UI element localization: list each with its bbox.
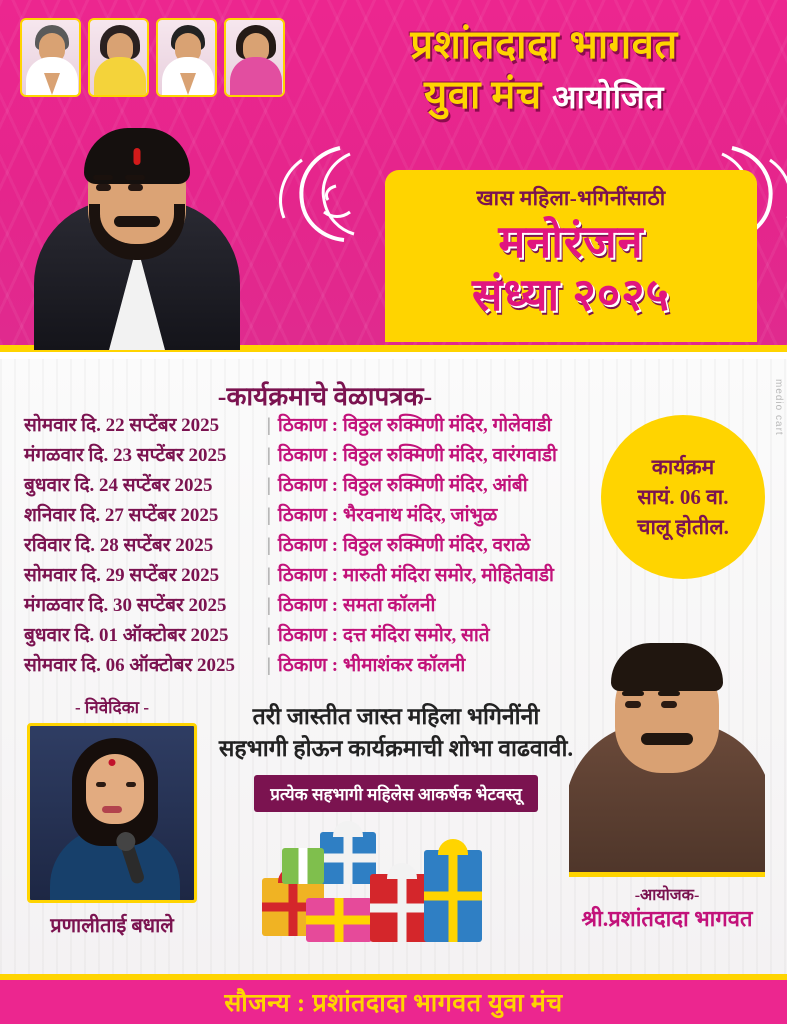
schedule-date: मंगळवार दि. 30 सप्टेंबर 2025 [24,595,227,616]
woman-face-art-left-icon [262,140,382,250]
portrait-eye-right [661,701,677,708]
schedule-separator: | [267,505,271,526]
organizer-photo [569,609,765,877]
schedule-date: रविवार दि. 28 सप्टेंबर 2025 [24,535,214,556]
portrait-face [86,754,144,824]
start-time-line2: सायं. 06 वा. [637,485,729,509]
poster-title-block [318,20,770,122]
schedule-place: ठिकाण : विठ्ठल रुक्मिणी मंदिर, वराळे [277,535,531,556]
gift-box-icon [306,898,372,942]
schedule-row [24,441,654,471]
schedule-separator: | [267,565,271,586]
schedule-date: मंगळवार दि. 23 सप्टेंबर 2025 [24,445,227,466]
portrait-hair [611,643,723,691]
start-time-badge [601,415,765,579]
schedule-date: सोमवार दि. 22 सप्टेंबर 2025 [24,415,220,436]
schedule-row [24,561,654,591]
schedule-place: ठिकाण : भीमाशंकर कॉलनी [277,655,466,676]
footer-bar [0,974,787,1024]
schedule-row [24,411,654,441]
portrait-body [230,57,282,95]
invitation-message-line1: तरी जास्तीत जास्त महिला भगिनींनी [252,704,540,729]
event-headline-card [385,170,757,342]
anchor-photo [27,723,197,903]
schedule-separator: | [267,595,271,616]
start-time-line1: कार्यक्रम [651,455,715,479]
portrait-eye-left [96,184,111,191]
gift-bow-icon [333,821,363,837]
gift-bow-icon [387,863,417,879]
schedule-title: -कार्यक्रमाचे वेळापत्रक- [217,382,433,411]
portrait-tilak [134,148,141,165]
organizer-title-line2-sub: आयोजित [552,79,664,115]
leader-photo-1 [20,18,81,97]
organizer-title-line1: प्रशांतदादा भागवत [410,22,678,67]
gift-box-icon [424,850,482,942]
schedule-separator: | [267,655,271,676]
schedule-separator: | [267,415,271,436]
schedule-place: ठिकाण : विठ्ठल रुक्मिणी मंदिर, गोलेवाडी [277,415,552,436]
gift-box-icon [320,832,376,884]
portrait-lips [102,806,122,813]
start-time-line3: चालू होतील. [637,515,729,539]
gift-box-icon [282,848,324,884]
portrait-bindi [109,759,116,766]
portrait-moustache [641,733,693,745]
gift-ribbon-horizontal [306,916,372,925]
schedule-row [24,651,654,681]
watermark-text: medio cart [773,379,784,436]
schedule-date: सोमवार दि. 06 ऑक्टोबर 2025 [24,655,236,676]
anchor-block [22,695,202,938]
schedule-place: ठिकाण : मारुती मंदिरा समोर, मोहितेवाडी [277,565,554,586]
schedule-list [24,411,654,681]
organizer-name: श्री.प्रशांतदादा भागवत [581,906,753,931]
schedule-place: ठिकाण : भैरवनाथ मंदिर, जांभुळ [277,505,498,526]
schedule-row [24,471,654,501]
schedule-date: बुधवार दि. 01 ऑक्टोबर 2025 [24,625,229,646]
portrait-moustache [114,216,160,227]
event-heading-line1: मनोरंजन [498,217,644,267]
schedule-separator: | [267,625,271,646]
schedule-separator: | [267,445,271,466]
invitation-message [206,701,586,812]
footer-credit-text: सौजन्य : प्रशांतदादा भागवत युवा मंच [224,990,563,1017]
portrait-eye-right [128,184,143,191]
portrait-eyebrow-left [622,691,644,696]
schedule-separator: | [267,535,271,556]
leader-photo-4 [224,18,285,97]
portrait-eyebrow-right [658,691,680,696]
anchor-label: - निवेदिका - [74,698,149,717]
organizer-label: -आयोजक- [634,887,700,904]
schedule-place: ठिकाण : विठ्ठल रुक्मिणी मंदिर, आंबी [277,475,528,496]
schedule-date: शनिवार दि. 27 सप्टेंबर 2025 [24,505,219,526]
leader-photo-2 [88,18,149,97]
invitation-message-line2: सहभागी होऊन कार्यक्रमाची शोभा वाढवावी. [218,736,574,761]
schedule-row [24,531,654,561]
schedule-date: बुधवार दि. 24 सप्टेंबर 2025 [24,475,213,496]
schedule-separator: | [267,475,271,496]
schedule-row [24,621,654,651]
gift-bow-icon [438,839,468,855]
portrait-body [94,57,146,95]
portrait-eye-right [126,782,136,787]
leader-photo-strip [20,18,285,97]
portrait-eyebrow-left [93,175,113,180]
organizer-title-line2 [318,70,770,122]
gift-ribbon-horizontal [320,854,376,863]
top-banner [0,0,787,352]
gift-ribbon-horizontal [424,892,482,901]
gift-ribbon-banner: प्रत्येक सहभागी महिलेस आकर्षक भेटवस्तू [254,775,538,812]
schedule-place: ठिकाण : विठ्ठल रुक्मिणी मंदिर, वारंगवाडी [277,445,557,466]
event-heading-line2: संध्या २०२५ [472,270,670,320]
portrait-eye-left [96,782,106,787]
portrait-eyebrow-right [125,175,145,180]
schedule-place: ठिकाण : समता कॉलनी [277,595,436,616]
schedule-row [24,591,654,621]
main-portrait-photo [28,112,246,350]
leader-photo-3 [156,18,217,97]
gift-ribbon-vertical [299,848,308,884]
gift-boxes-illustration [258,814,488,954]
schedule-row [24,501,654,531]
portrait-eye-left [625,701,641,708]
event-kicker: खास महिला-भगिनींसाठी [476,186,666,210]
anchor-name: प्रणालीताई बधाले [50,915,174,937]
schedule-date: सोमवार दि. 29 सप्टेंबर 2025 [24,565,220,586]
schedule-place: ठिकाण : दत्त मंदिरा समोर, साते [277,625,490,646]
poster-body [0,359,787,974]
organizer-title-line2-main: युवा मंच [424,72,542,117]
